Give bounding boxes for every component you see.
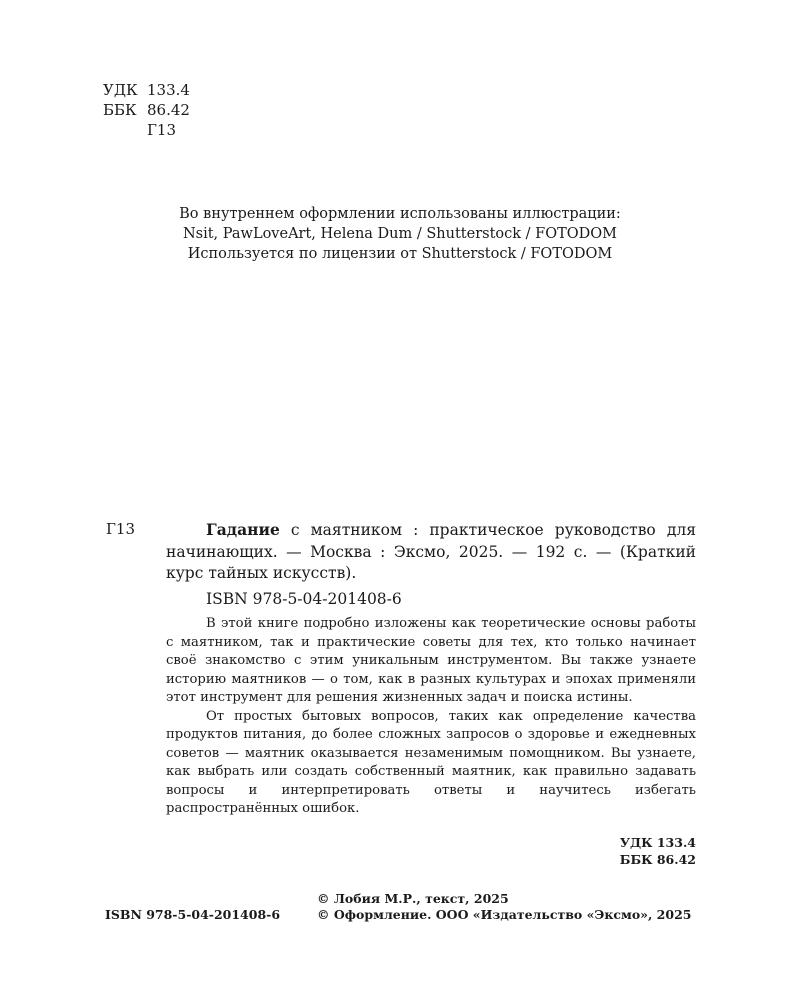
bbk-row (103, 100, 190, 120)
bbk-value: 86.42 (147, 101, 190, 119)
copyright-text: © Лобия М.Р., текст, 2025 (317, 891, 509, 906)
annotation (166, 615, 696, 819)
bibliography-isbn: ISBN 978-5-04-201408-6 (206, 590, 402, 608)
book-title-word: Гадание (206, 520, 280, 539)
udk-value: 133.4 (147, 81, 190, 99)
credits-line-2: Nsit, PawLoveArt, Helena Dum / Shutterstock / FOTODOM (182, 226, 618, 242)
bbk-label: ББК (103, 101, 137, 119)
udk-row (103, 80, 190, 100)
udk-code-right: УДК 133.4 (619, 835, 696, 850)
bibliography-code: Г13 (106, 520, 136, 538)
bbk-code-right: ББК 86.42 (619, 851, 696, 867)
annotation-paragraph-2: От простых бытовых вопросов, таких как определение качества продуктов питания, до более сложных запросов о здоровье и ежедневных советов — маятник оказывается незаменимым помощником. Вы узнаете, как выбрать или создать собственный маятник, как правильно задавать вопросы и интерпретировать ответы и научитесь избегать распространённых ошибок. (166, 708, 696, 816)
credits-line-1: Во внутреннем оформлении использованы иллюстрации: (179, 206, 621, 222)
copyright-block (317, 891, 691, 923)
annotation-paragraph-1: В этой книге подробно изложены как теоретические основы работы с маятником, так и практические советы для тех, кто только начинает своё знакомство с этим уникальным инструментом. Вы также узнаете историю маятников — о том, как в разных культурах и эпохах применяли этот инструмент для решения жизненных задач и поиска истины. (166, 616, 696, 705)
footer-isbn: ISBN 978-5-04-201408-6 (105, 907, 281, 922)
classification-codes (103, 80, 190, 140)
illustration-credits (100, 204, 700, 264)
classification-codes-right (500, 835, 696, 868)
credits-line-3: Используется по лицензии от Shutterstock / FOTODOM (187, 246, 613, 262)
bibliography-description: с маятником : практическое руководство для начинающих. — Москва : Эксмо, 2025. — 192 с. — (Краткий курс тайных искусств). (166, 521, 696, 582)
author-mark: Г13 (147, 121, 177, 139)
udk-label: УДК (103, 81, 138, 99)
bibliography-entry (166, 519, 696, 585)
copyright-design: © Оформление. ООО «Издательство «Эксмо», 2025 (317, 907, 692, 922)
